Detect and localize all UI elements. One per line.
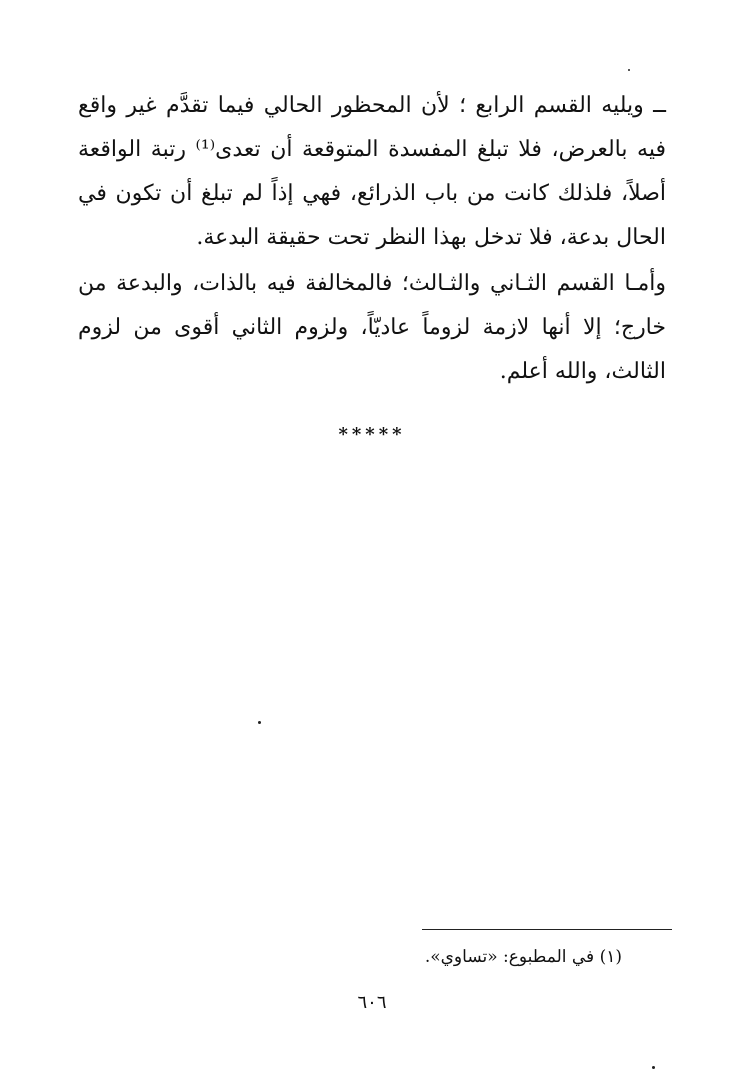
section-separator: ***** [338, 424, 406, 445]
paragraph-text: وأمـا القسم الثـاني والثـالث؛ فالمخالفة فيه بالذات، والبدعة من خارج؛ إلا أنها لازمة لزوماً عاديّاً، ولزوم الثاني أقوى من لزوم الثالث، والله أعلم. [78, 271, 666, 384]
page-number: ٦٠٦ [357, 992, 387, 1013]
paragraph-text: ــ ويليه القسم الرابع ؛ لأن المحظور الحالي فيما تقدَّم غير واقع فيه بالعرض، فلا تبلغ المفسدة المتوقعة أن تعدى⁽¹⁾ رتبة الواقعة أصلاً، فلذلك كانت من باب الذرائع، فهي إذاً لم تبلغ أن تكون في الحال بدعة، فلا تدخل بهذا النظر تحت حقيقة البدعة. [78, 93, 666, 250]
footnote-divider [422, 929, 672, 930]
paragraph-fourth-section [78, 84, 666, 260]
footnote: (١) في المطبوع: «تساوي». [424, 947, 622, 967]
speck-mark [628, 69, 630, 71]
paragraph-second-third-sections [78, 262, 666, 394]
speck-mark [258, 721, 261, 724]
speck-mark [652, 1066, 655, 1069]
